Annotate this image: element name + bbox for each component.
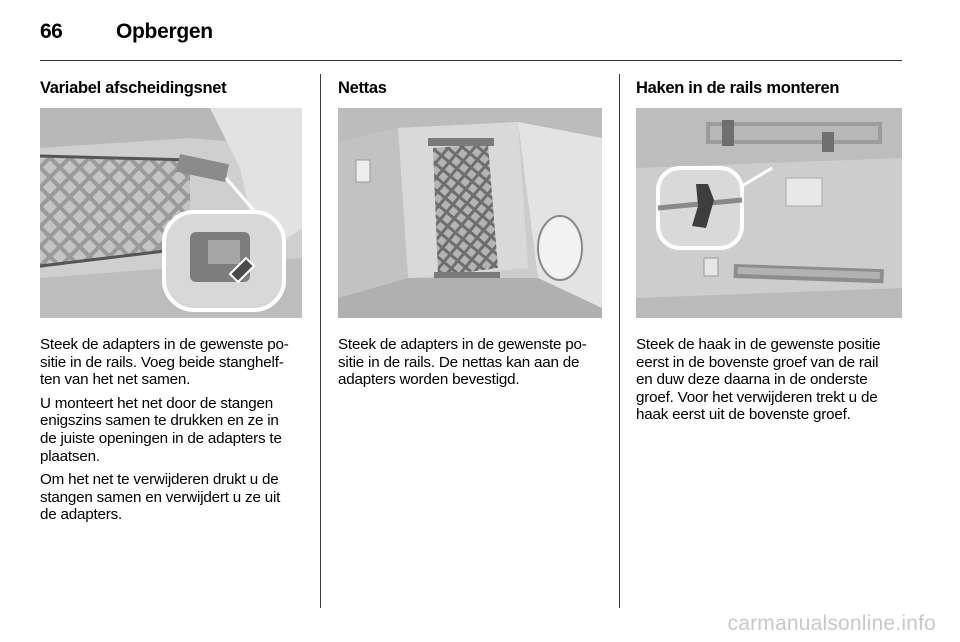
section-heading: Variabel afscheidingsnet xyxy=(40,79,227,97)
section-heading: Nettas xyxy=(338,79,387,97)
page-number: 66 xyxy=(40,20,63,43)
body-paragraph: Steek de adapters in de gewenste po- sitie in de rails. Voeg beide stanghelf- ten van het net samen. xyxy=(40,336,289,389)
column-divider xyxy=(619,74,620,608)
page-title: Opbergen xyxy=(116,20,213,43)
body-paragraph: Steek de adapters in de gewenste po- sitie in de rails. De nettas kan aan de adapters worden bevestigd. xyxy=(338,336,587,389)
net-bag-illustration xyxy=(338,108,602,318)
section-heading: Haken in de rails monteren xyxy=(636,79,840,97)
section-partition-net xyxy=(40,74,302,530)
partition-net-illustration xyxy=(40,108,302,318)
column-divider xyxy=(320,74,321,608)
rail-hook-illustration xyxy=(636,108,902,318)
watermark: carmanualsonline.info xyxy=(727,612,936,635)
page-header xyxy=(40,14,902,61)
section-hooks-in-rails xyxy=(636,74,902,430)
body-paragraph: U monteert het net door de stangen enigszins samen te drukken en ze in de juiste openingen in de adapters te plaatsen. xyxy=(40,394,282,465)
section-net-bag xyxy=(338,74,602,395)
body-paragraph: Steek de haak in de gewenste positie eerst in de bovenste groef van de rail en duw deze daarna in de onderste groef. Voor het verwijderen trekt u de haak eerst uit de bovenste groef. xyxy=(636,336,881,424)
body-paragraph: Om het net te verwijderen drukt u de stangen samen en verwijdert u ze uit de adapters. xyxy=(40,471,281,524)
